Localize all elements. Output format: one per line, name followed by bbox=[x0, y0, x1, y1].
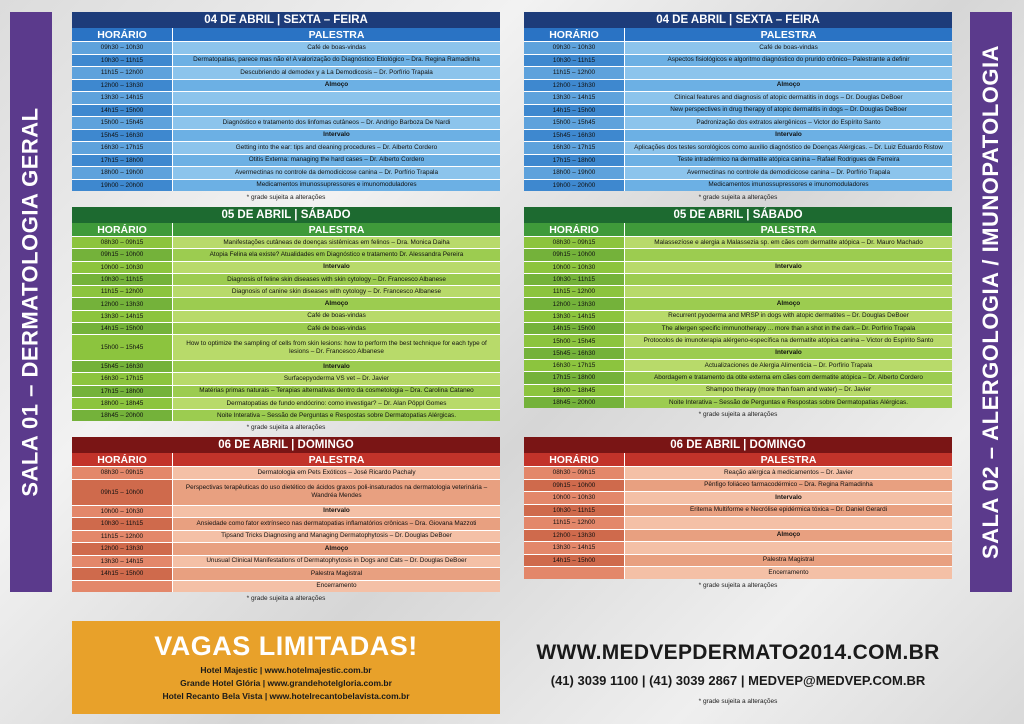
row-time bbox=[72, 581, 173, 593]
row-time: 19h00 – 20h00 bbox=[524, 180, 625, 192]
schedule-sala1-sunday bbox=[72, 437, 500, 602]
hotel-line: Hotel Majestic | www.hotelmajestic.com.br bbox=[200, 665, 372, 675]
row-lecture: Perspectivas terapêuticas do uso dietético de ácidos graxos poli-insaturados na dermatologia veterinária – Wandréa Mendes bbox=[173, 480, 500, 505]
row-lecture: Recurrent pyoderma and MRSP in dogs with atopic dermatites – Dr. Douglas DeBoer bbox=[625, 311, 952, 322]
column-header-horario: HORÁRIO bbox=[524, 453, 625, 466]
row-lecture: Medicamentos imunossupressores e imunomoduladores bbox=[625, 180, 952, 192]
row-time: 12h00 – 13h30 bbox=[524, 80, 625, 92]
row-time: 09h15 – 10h00 bbox=[524, 249, 625, 260]
row-time: 10h30 – 11h15 bbox=[72, 274, 173, 285]
row-time: 11h15 – 12h00 bbox=[72, 67, 173, 79]
day-title: 06 DE ABRIL | DOMINGO bbox=[524, 437, 952, 453]
column-header-horario: HORÁRIO bbox=[72, 28, 173, 41]
row-time: 08h30 – 09h15 bbox=[72, 467, 173, 479]
table-row bbox=[72, 116, 500, 129]
row-time: 13h30 – 14h15 bbox=[72, 92, 173, 104]
hotel-line: Hotel Recanto Bela Vista | www.hotelrecantobelavista.com.br bbox=[162, 691, 410, 701]
hotel-line: Grande Hotel Glória | www.grandehotelgloria.com.br bbox=[180, 678, 392, 688]
table-row bbox=[524, 529, 952, 542]
row-time: 15h45 – 16h30 bbox=[72, 361, 173, 372]
table-row bbox=[524, 334, 952, 346]
row-time: 18h00 – 18h45 bbox=[72, 398, 173, 409]
row-lecture: Tipsand Tricks Diagnosing and Managing Dermatophytosis – Dr. Douglas DeBoer bbox=[173, 531, 500, 543]
table-row bbox=[72, 334, 500, 360]
row-lecture: Intervalo bbox=[173, 130, 500, 142]
row-lecture: Abordagem e tratamento da otite externa em cães com dermatite atópica – Dr. Alberto Cordero bbox=[625, 372, 952, 383]
row-lecture: Café de boas-vindas bbox=[173, 311, 500, 322]
row-lecture: Atopia Felina ela existe? Atualidades em Diagnóstico e tratamento Dr. Alessandra Pereira bbox=[173, 249, 500, 260]
row-lecture: Dermatopatias, parece mas não é! A valorização do Diagnóstico Etiológico – Dra. Regina Ramadinha bbox=[173, 55, 500, 67]
row-lecture: Dermatologia em Pets Exóticos – José Ricardo Pachaly bbox=[173, 467, 500, 479]
row-time: 10h30 – 11h15 bbox=[72, 518, 173, 530]
table-row bbox=[72, 409, 500, 421]
row-lecture: Aplicações dos testes sorológicos como auxílio diagnóstico de Doenças Alérgicas. – Dr. Luiz Eduardo Ristow bbox=[625, 142, 952, 154]
row-lecture bbox=[173, 105, 500, 117]
table-row bbox=[524, 141, 952, 154]
schedule-sala1-friday bbox=[72, 12, 500, 201]
table-row bbox=[524, 285, 952, 297]
sala-01-banner bbox=[10, 12, 52, 592]
grade-note: * grade sujeita a alterações bbox=[246, 424, 326, 432]
table-row bbox=[524, 41, 952, 54]
row-lecture: Reação alérgica à medicamentos – Dr. Javier bbox=[625, 467, 952, 479]
row-time: 13h30 – 14h15 bbox=[72, 311, 173, 322]
row-lecture bbox=[625, 542, 952, 554]
row-time: 10h00 – 10h30 bbox=[72, 506, 173, 518]
row-time: 12h00 – 13h30 bbox=[524, 530, 625, 542]
grade-note: * grade sujeita a alterações bbox=[246, 595, 326, 602]
row-lecture: Intervalo bbox=[625, 262, 952, 273]
row-time: 17h15 – 18h00 bbox=[72, 386, 173, 397]
table-row bbox=[72, 322, 500, 334]
row-time: 10h30 – 11h15 bbox=[72, 55, 173, 67]
row-lecture: Aspectos fisiológicos e algoritmo diagnóstico do prurido crônico– Palestrante a definir bbox=[625, 55, 952, 67]
table-row bbox=[524, 154, 952, 167]
row-lecture: Café de boas-vindas bbox=[173, 42, 500, 54]
row-lecture bbox=[625, 67, 952, 79]
table-row bbox=[72, 261, 500, 273]
row-lecture: Malassezíose e alergia a Malassezia sp. em cães com dermatite atópica – Dr. Mauro Machado bbox=[625, 237, 952, 248]
table-row bbox=[72, 505, 500, 518]
row-time: 15h00 – 15h45 bbox=[72, 117, 173, 129]
row-lecture: Teste intradérmico na dermatite atópica canina – Rafael Rodrigues de Ferreira bbox=[625, 155, 952, 167]
row-time: 17h15 – 18h00 bbox=[72, 155, 173, 167]
schedule-sala2-friday bbox=[524, 12, 952, 201]
table-row bbox=[72, 517, 500, 530]
row-time: 16h30 – 17h15 bbox=[72, 142, 173, 154]
row-lecture: Almoço bbox=[173, 80, 500, 92]
row-lecture: Padronização dos extratos alergênicos – Victor do Espírito Santo bbox=[625, 117, 952, 129]
row-time: 15h45 – 16h30 bbox=[72, 130, 173, 142]
table-row bbox=[524, 504, 952, 517]
table-row bbox=[524, 248, 952, 260]
grade-note: * grade sujeita a alterações bbox=[246, 194, 326, 201]
row-time: 13h30 – 14h15 bbox=[524, 311, 625, 322]
website-url[interactable]: WWW.MEDVEPDERMATO2014.COM.BR bbox=[536, 641, 940, 664]
row-lecture: Unusual Clinical Manifestations of Dermatophytosis in Dogs and Cats – Dr. Douglas DeBoer bbox=[173, 556, 500, 568]
row-time: 09h15 – 10h00 bbox=[72, 480, 173, 505]
row-lecture: Encerramento bbox=[173, 581, 500, 593]
column-header-palestra: PALESTRA bbox=[308, 28, 365, 41]
row-time: 10h30 – 11h15 bbox=[524, 274, 625, 285]
table-row bbox=[524, 541, 952, 554]
table-row bbox=[72, 66, 500, 79]
table-header bbox=[72, 453, 500, 466]
row-time: 12h00 – 13h30 bbox=[72, 80, 173, 92]
table-row bbox=[72, 542, 500, 555]
vagas-title: VAGAS LIMITADAS! bbox=[154, 631, 418, 661]
row-lecture: Diagnosis of feline skin diseases with skin cytology – Dr. Francesco Albanese bbox=[173, 274, 500, 285]
table-row bbox=[524, 516, 952, 529]
row-lecture: Intervalo bbox=[173, 262, 500, 273]
table-row bbox=[524, 384, 952, 396]
table-row bbox=[524, 66, 952, 79]
day-title: 06 DE ABRIL | DOMINGO bbox=[72, 437, 500, 453]
column-header-palestra: PALESTRA bbox=[760, 453, 817, 466]
row-time: 14h15 – 15h00 bbox=[524, 555, 625, 567]
row-time: 08h30 – 09h15 bbox=[72, 237, 173, 248]
day-title: 04 DE ABRIL | SEXTA – FEIRA bbox=[524, 12, 952, 28]
table-row bbox=[524, 466, 952, 479]
table-row bbox=[524, 310, 952, 322]
table-row bbox=[72, 385, 500, 397]
row-lecture: Getting into the ear: tips and cleaning procedures – Dr. Alberto Cordero bbox=[173, 142, 500, 154]
row-lecture: Palestra Magistral bbox=[173, 568, 500, 580]
sala-02-banner bbox=[970, 12, 1012, 592]
table-row bbox=[72, 54, 500, 67]
table-row bbox=[524, 479, 952, 492]
day-title: 05 DE ABRIL | SÁBADO bbox=[524, 207, 952, 223]
table-row bbox=[72, 372, 500, 384]
table-row bbox=[72, 397, 500, 409]
table-row bbox=[72, 360, 500, 372]
column-header-palestra: PALESTRA bbox=[308, 453, 365, 466]
row-time: 16h30 – 17h15 bbox=[524, 360, 625, 371]
row-time: 15h45 – 16h30 bbox=[524, 348, 625, 359]
table-row bbox=[524, 491, 952, 504]
schedule-sala2-saturday bbox=[524, 207, 952, 418]
row-time: 15h45 – 16h30 bbox=[524, 130, 625, 142]
row-lecture: Intervalo bbox=[625, 130, 952, 142]
row-lecture: Manifestações cutâneas de doenças sistêmicas em felinos – Dra. Monica Daiha bbox=[173, 237, 500, 248]
row-lecture: Otitis Externa: managing the hard cases – Dr. Alberto Cordero bbox=[173, 155, 500, 167]
table-header bbox=[72, 223, 500, 236]
row-time: 17h15 – 18h00 bbox=[524, 372, 625, 383]
row-time: 18h00 – 19h00 bbox=[524, 167, 625, 179]
row-lecture: Descubriendo al demodex y a La Demodicosis – Dr. Porfírio Trapala bbox=[173, 67, 500, 79]
table-row bbox=[72, 567, 500, 580]
table-row bbox=[524, 116, 952, 129]
row-lecture: Intervalo bbox=[173, 506, 500, 518]
row-lecture: The allergen specific immunotherapy ... more than a shot in the dark.– Dr. Porfírio Trapala bbox=[625, 323, 952, 334]
row-lecture: Almoço bbox=[173, 298, 500, 309]
row-lecture: Intervalo bbox=[625, 348, 952, 359]
table-header bbox=[72, 28, 500, 41]
table-row bbox=[524, 166, 952, 179]
row-lecture: Diagnosis of canine skin diseases with cytology – Dr. Francesco Albanese bbox=[173, 286, 500, 297]
table-row bbox=[72, 129, 500, 142]
table-row bbox=[72, 310, 500, 322]
row-lecture: Café de boas-vindas bbox=[173, 323, 500, 334]
row-time: 19h00 – 20h00 bbox=[72, 180, 173, 192]
row-time: 13h30 – 14h15 bbox=[524, 542, 625, 554]
grade-note: * grade sujeita a alterações bbox=[698, 698, 778, 705]
row-lecture: Café de boas-vindas bbox=[625, 42, 952, 54]
table-row bbox=[524, 566, 952, 579]
table-row bbox=[72, 141, 500, 154]
row-lecture bbox=[173, 92, 500, 104]
table-header bbox=[524, 28, 952, 41]
column-header-palestra: PALESTRA bbox=[760, 28, 817, 41]
row-lecture bbox=[625, 249, 952, 260]
row-lecture: Almoço bbox=[625, 530, 952, 542]
row-lecture: Surfacepyoderma VS vet – Dr. Javier bbox=[173, 373, 500, 384]
row-lecture: Avermectinas no controle da demodicicose canina – Dr. Porfírio Trapala bbox=[173, 167, 500, 179]
row-lecture: Actualizaciones de Alergia Alimenticia – Dr. Porfírio Trapala bbox=[625, 360, 952, 371]
table-row bbox=[72, 154, 500, 167]
table-row bbox=[524, 129, 952, 142]
table-row bbox=[72, 166, 500, 179]
row-time: 14h15 – 15h00 bbox=[524, 323, 625, 334]
row-lecture: How to optimize the sampling of cells from skin lesions: how to perform the best technique for each type of lesions – Dr. Francesco Albanese bbox=[173, 335, 500, 360]
row-time: 16h30 – 17h15 bbox=[524, 142, 625, 154]
row-time: 12h00 – 13h30 bbox=[72, 298, 173, 309]
row-time: 14h15 – 15h00 bbox=[72, 323, 173, 334]
row-lecture: Intervalo bbox=[173, 361, 500, 372]
row-lecture bbox=[625, 517, 952, 529]
row-time: 10h00 – 10h30 bbox=[72, 262, 173, 273]
row-time: 09h15 – 10h00 bbox=[72, 249, 173, 260]
day-title: 05 DE ABRIL | SÁBADO bbox=[72, 207, 500, 223]
table-row bbox=[524, 396, 952, 408]
vagas-limitadas-panel bbox=[72, 621, 500, 714]
table-row bbox=[524, 371, 952, 383]
table-row bbox=[72, 285, 500, 297]
row-time: 16h30 – 17h15 bbox=[72, 373, 173, 384]
table-row bbox=[524, 554, 952, 567]
table-row bbox=[524, 347, 952, 359]
table-row bbox=[524, 359, 952, 371]
row-time: 09h30 – 10h30 bbox=[72, 42, 173, 54]
table-row bbox=[72, 273, 500, 285]
contact-panel bbox=[524, 641, 952, 705]
table-row bbox=[524, 322, 952, 334]
row-lecture bbox=[625, 274, 952, 285]
contact-info: (41) 3039 1100 | (41) 3039 2867 | MEDVEP@MEDVEP.COM.BR bbox=[550, 673, 926, 688]
row-lecture: Almoço bbox=[625, 298, 952, 309]
column-header-horario: HORÁRIO bbox=[524, 28, 625, 41]
table-row bbox=[524, 104, 952, 117]
row-time: 11h15 – 12h00 bbox=[524, 67, 625, 79]
row-lecture: Ansiedade como fator extrínseco nas dermatopatias inflamatórios crônicas – Dra. Giovana Mazzoti bbox=[173, 518, 500, 530]
row-time: 12h00 – 13h30 bbox=[72, 543, 173, 555]
row-lecture: Dermatopatias de fundo endócrino: como investigar? – Dr. Alan Pöppl Gomes bbox=[173, 398, 500, 409]
row-time: 09h30 – 10h30 bbox=[524, 42, 625, 54]
column-header-palestra: PALESTRA bbox=[760, 223, 817, 236]
row-time: 17h15 – 18h00 bbox=[524, 155, 625, 167]
column-header-horario: HORÁRIO bbox=[72, 453, 173, 466]
row-time: 18h00 – 19h00 bbox=[72, 167, 173, 179]
table-row bbox=[72, 79, 500, 92]
row-lecture: Medicamentos imunossupressores e imunomoduladores bbox=[173, 180, 500, 192]
table-row bbox=[524, 273, 952, 285]
row-lecture: Palestra Magistral bbox=[625, 555, 952, 567]
row-time: 18h00 – 18h45 bbox=[524, 385, 625, 396]
row-time: 11h15 – 12h00 bbox=[72, 531, 173, 543]
row-lecture: Matérias primas naturais – Terapias alternativas dentro da cosmetologia – Dra. Carolina Cataneo bbox=[173, 386, 500, 397]
table-row bbox=[524, 91, 952, 104]
row-time: 15h00 – 15h45 bbox=[524, 335, 625, 346]
table-row bbox=[72, 297, 500, 309]
table-row bbox=[72, 248, 500, 260]
table-row bbox=[72, 466, 500, 479]
sala-02-label: SALA 02 – ALERGOLOGIA / IMUNOPATOLOGIA bbox=[978, 44, 1004, 560]
row-lecture: Clinical features and diagnosis of atopic dermatitis in dogs – Dr. Douglas DeBoer bbox=[625, 92, 952, 104]
row-time: 08h30 – 09h15 bbox=[524, 237, 625, 248]
table-row bbox=[524, 236, 952, 248]
schedule-sala1-saturday bbox=[72, 207, 500, 431]
row-lecture: Almoço bbox=[625, 80, 952, 92]
sala-01-label: SALA 01 – DERMATOLOGIA GERAL bbox=[18, 107, 44, 497]
table-row bbox=[524, 179, 952, 192]
row-lecture bbox=[625, 286, 952, 297]
row-lecture: Avermectinas no controle da demodicicose canina – Dr. Porfírio Trapala bbox=[625, 167, 952, 179]
row-time: 13h30 – 14h15 bbox=[524, 92, 625, 104]
row-time: 18h45 – 20h00 bbox=[524, 397, 625, 408]
row-time: 14h15 – 15h00 bbox=[524, 105, 625, 117]
row-time: 11h15 – 12h00 bbox=[524, 517, 625, 529]
grade-note: * grade sujeita a alterações bbox=[698, 411, 778, 419]
table-row bbox=[524, 54, 952, 67]
day-title: 04 DE ABRIL | SEXTA – FEIRA bbox=[72, 12, 500, 28]
table-row bbox=[72, 91, 500, 104]
row-time: 09h15 – 10h00 bbox=[524, 480, 625, 492]
row-time: 15h00 – 15h45 bbox=[72, 335, 173, 360]
row-lecture: Noite Interativa – Sessão de Perguntas e Respostas sobre Dermatopatias Alérgicas. bbox=[625, 397, 952, 408]
row-time bbox=[524, 567, 625, 579]
row-time: 10h30 – 11h15 bbox=[524, 55, 625, 67]
table-row bbox=[72, 555, 500, 568]
table-row bbox=[72, 41, 500, 54]
row-lecture: Encerramento bbox=[625, 567, 952, 579]
row-lecture: Pênfigo foliáceo farmacodérmico – Dra. Regina Ramadinha bbox=[625, 480, 952, 492]
row-time: 18h45 – 20h00 bbox=[72, 410, 173, 421]
row-lecture: Protocolos de imunoterapia alérgeno-específica na dermatite atópica canina – Victor do Espírito Santo bbox=[625, 335, 952, 346]
table-row bbox=[72, 580, 500, 593]
grade-note: * grade sujeita a alterações bbox=[698, 581, 778, 589]
table-row bbox=[72, 236, 500, 248]
row-lecture: Noite Interativa – Sessão de Perguntas e Respostas sobre Dermatopatias Alérgicas. bbox=[173, 410, 500, 421]
table-row bbox=[524, 297, 952, 309]
table-row bbox=[524, 261, 952, 273]
row-time: 10h00 – 10h30 bbox=[524, 262, 625, 273]
row-lecture: New perspectives in drug therapy of atopic dermatitis in dogs – Dr. Douglas DeBoer bbox=[625, 105, 952, 117]
column-header-horario: HORÁRIO bbox=[524, 223, 625, 236]
column-header-horario: HORÁRIO bbox=[72, 223, 173, 236]
row-lecture: Shampoo therapy (more than foam and water) – Dr. Javier bbox=[625, 385, 952, 396]
row-time: 10h00 – 10h30 bbox=[524, 492, 625, 504]
row-lecture: Intervalo bbox=[625, 492, 952, 504]
row-lecture: Almoço bbox=[173, 543, 500, 555]
row-time: 12h00 – 13h30 bbox=[524, 298, 625, 309]
row-time: 10h30 – 11h15 bbox=[524, 505, 625, 517]
schedule-sala2-sunday bbox=[524, 437, 952, 589]
table-header bbox=[524, 223, 952, 236]
table-row bbox=[524, 79, 952, 92]
row-time: 13h30 – 14h15 bbox=[72, 556, 173, 568]
row-lecture: Diagnóstico e tratamento dos linfomas cutâneos – Dr. Andrigo Barboza De Nardi bbox=[173, 117, 500, 129]
table-header bbox=[524, 453, 952, 466]
row-time: 11h15 – 12h00 bbox=[524, 286, 625, 297]
grade-note: * grade sujeita a alterações bbox=[698, 194, 778, 201]
row-lecture: Eritema Multiforme e Necrólise epidérmica tóxica – Dr. Daniel Gerardi bbox=[625, 505, 952, 517]
row-time: 15h00 – 15h45 bbox=[524, 117, 625, 129]
row-time: 11h15 – 12h00 bbox=[72, 286, 173, 297]
row-time: 14h15 – 15h00 bbox=[72, 105, 173, 117]
column-header-palestra: PALESTRA bbox=[308, 223, 365, 236]
table-row bbox=[72, 479, 500, 505]
table-row bbox=[72, 530, 500, 543]
row-time: 14h15 – 15h00 bbox=[72, 568, 173, 580]
table-row bbox=[72, 104, 500, 117]
table-row bbox=[72, 179, 500, 192]
row-time: 08h30 – 09h15 bbox=[524, 467, 625, 479]
